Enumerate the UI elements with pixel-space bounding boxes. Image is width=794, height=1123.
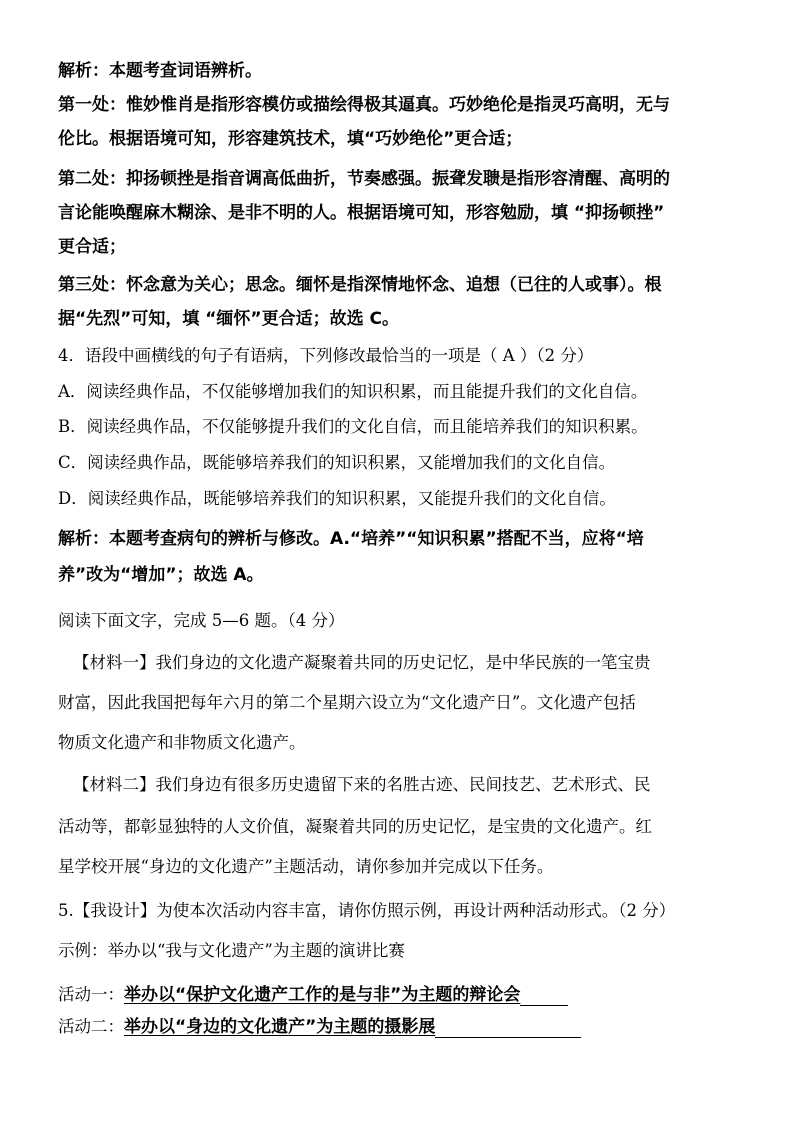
analysis-point-2-line-2: 言论能唤醒麻木糊涂、是非不明的人。根据语境可知，形容勉励，填 “抑扬顿挫”	[58, 203, 665, 223]
reading-instruction: 阅读下面文字，完成 5—6 题。（4 分）	[58, 611, 345, 630]
analysis-point-2-line-3: 更合适；	[58, 237, 126, 257]
activity-2-row	[58, 1016, 581, 1038]
material-2-line-1: 【材料二】我们身边有很多历史遗留下来的名胜古迹、民间技艺、艺术形式、民	[73, 775, 651, 794]
analysis-point-3-line-2: 据“先烈”可知，填 “缅怀”更合适；故选 C。	[58, 309, 400, 329]
question-4-option-d: D．阅读经典作品，既能够培养我们的知识积累，又能提升我们的文化自信。	[58, 489, 616, 508]
question-4-stem: 4．语段中画横线的句子有语病，下列修改最恰当的一项是（ A ）（2 分）	[58, 346, 594, 365]
analysis-point-2-line-1: 第二处：抑扬顿挫是指音调高低曲折，节奏感强。振聋发聩是指形容清醒、高明的	[58, 169, 670, 189]
question-5-example: 示例：举办以“我与文化遗产”为主题的演讲比赛	[58, 941, 405, 960]
question-4-option-b: B．阅读经典作品，不仅能够提升我们的文化自信，而且能培养我们的知识积累。	[58, 417, 648, 436]
analysis-point-1-line-2: 伦比。根据语境可知，形容建筑技术，填“巧妙绝伦”更合适；	[58, 129, 523, 149]
activity-2-label: 活动二：	[58, 1017, 124, 1036]
activity-1-blank-line	[520, 985, 568, 1006]
activity-1-label: 活动一：	[58, 985, 124, 1004]
material-1-line-2: 财富，因此我国把每年六月的第二个星期六设立为“文化遗产日”。文化遗产包括	[58, 693, 636, 712]
material-2-line-3: 星学校开展“身边的文化遗产”主题活动，请你参加并完成以下任务。	[58, 857, 554, 876]
question-5-stem: 5.【我设计】为使本次活动内容丰富，请你仿照示例，再设计两种活动形式。（2 分）	[58, 901, 676, 920]
analysis-q4-line-2: 养”改为“增加”；故选 A。	[58, 565, 264, 585]
analysis-point-1-line-1: 第一处：惟妙惟肖是指形容模仿或描绘得极其逼真。巧妙绝伦是指灵巧高明，无与	[58, 95, 670, 115]
activity-2-blank-line	[435, 1017, 581, 1038]
activity-1-answer: 举办以“保护文化遗产工作的是与非”为主题的辩论会	[124, 985, 521, 1005]
question-4-option-a: A．阅读经典作品，不仅能够增加我们的知识积累，而且能提升我们的文化自信。	[58, 382, 648, 401]
activity-2-answer: 举办以“身边的文化遗产”为主题的摄影展	[124, 1017, 436, 1037]
material-2-line-2: 活动等，都彰显独特的人文价值，凝聚着共同的历史记忆，是宝贵的文化遗产。红	[58, 817, 652, 836]
analysis-point-3-line-1: 第三处：怀念意为关心；思念。缅怀是指深情地怀念、追想（已往的人或事）。根	[58, 275, 662, 295]
material-1-line-3: 物质文化遗产和非物质文化遗产。	[58, 733, 306, 752]
analysis-heading-q3: 解析：本题考查词语辨析。	[58, 61, 262, 81]
material-1-line-1: 【材料一】我们身边的文化遗产凝聚着共同的历史记忆，是中华民族的一笔宝贵	[73, 653, 651, 672]
question-4-option-c: C．阅读经典作品，既能够培养我们的知识积累，又能增加我们的文化自信。	[58, 453, 616, 472]
activity-1-row	[58, 984, 568, 1006]
analysis-q4-line-1: 解析：本题考查病句的辨析与修改。A.“培养”“知识积累”搭配不当，应将“培	[58, 529, 644, 549]
